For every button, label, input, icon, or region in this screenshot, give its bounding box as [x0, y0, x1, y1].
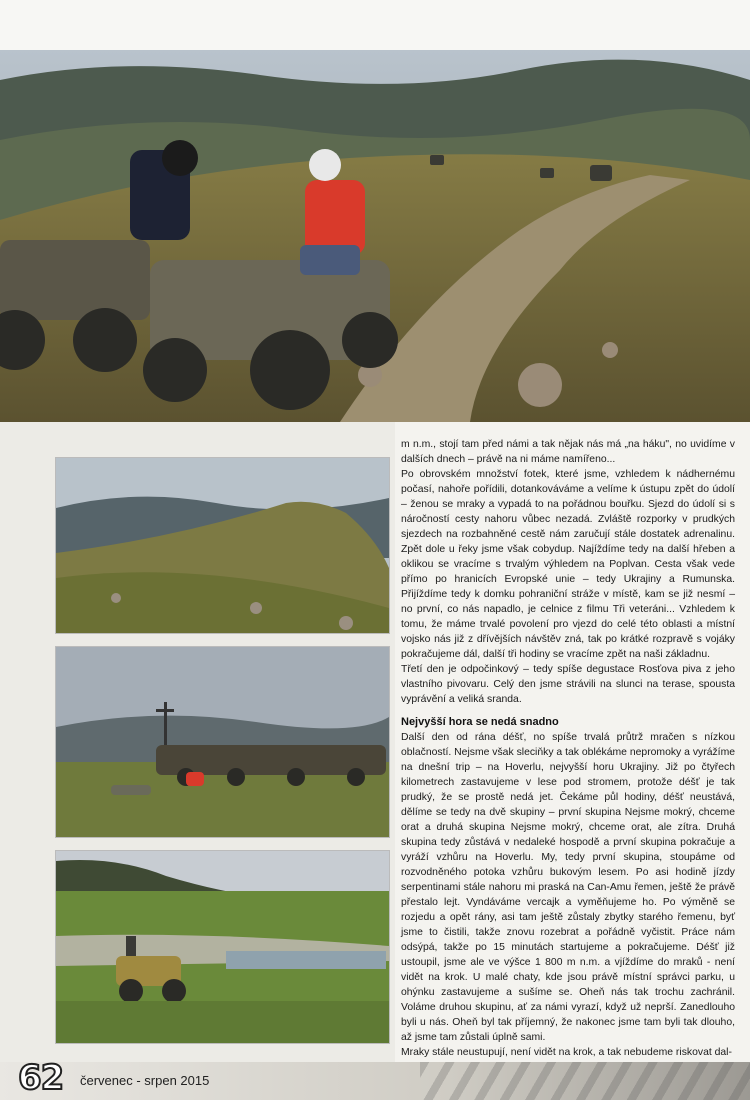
article-paragraph: Další den od rána déšť, no spíše trvalá průtrž mračen s nízkou oblačností. Nejsme však sleciňky a tak oblékáme nepromoky a vyrážíme na dnešní trip – na Hoverlu, nejvyšší horu Ukrajiny. Již po čtyřech kilometrech zastavujeme v lese pod stromem, protože déšť je tak prudký, že se prostě nedá jet. Čekáme půl hodiny, déšť neustává, dělíme se tedy na dvě skupiny – první skupina Nejsme mokrý, chceme orat a druhá skupina Nejsme mokrý, chceme orat, ale zítra. Druhá skupina tedy zůstává v nedaleké hospodě a první skupina pokračuje a vyráží vzhůru na Hoverlu. My, tedy první skupina, stoupáme od rozvodněného potoka vzhůru bukovým lesem. Po asi hodině jízdy serpentinami stále nahoru mi praská na Can-Amu řemen, ještě že právě přestalo lejt. Vyndáváme vercajk a vyměňujeme ho. Po výměně se rozjedu a opět rány, asi tam ještě zůstaly zbytky starého řemenu, byť jsme to čistili, takže znovu rozebrat a pořádně vyčistit. Práce nám odsýpá, takže po 15 minutách startujeme a pokračujeme. Déšť již ustoupil, jsme ale ve výšce 1 800 m n.m. a vjíždíme do mraků - není vidět na krok. U malé chaty, kde jsou právě místní správci parku, u ohýnku zastavujeme a sušíme se. Oheň nás tak trochu zachránil. Voláme druhou skupinu, ať za námi vyrazí, když už neprší. Zanedlouho byli u nás. Oheň byl tak příjemný, že nakonec jsme tam byli tak dlouho, až jsme tam zůstali úplně sami. [401, 732, 735, 1043]
footer-decoration [420, 1062, 750, 1100]
photo-ridge [55, 457, 390, 634]
issue-date: červenec - srpen 2015 [80, 1073, 210, 1088]
article-text [401, 437, 735, 1058]
hero-photo [0, 50, 750, 422]
photo-lake-quad [55, 850, 390, 1044]
article-paragraph: m n.m., stojí tam před námi a tak nějak nás má „na háku", no uvidíme v dalších dnech – právě na ni máme namířeno... [401, 439, 735, 465]
article-paragraph: Třetí den je odpočinkový – tedy spíše degustace Rosťova piva z jeho vlastního pivovaru. Celý den jsme strávili na slunci na terase, spousta vyprávění a veliká sranda. [401, 664, 735, 705]
article-paragraph: Mraky stále neustupují, není vidět na krok, a tak nebudeme riskovat dal- [401, 1047, 732, 1058]
photo-summit-cross [55, 646, 390, 838]
section-heading: Nejvyšší hora se nedá snadno [401, 716, 559, 728]
page-top-margin [0, 0, 750, 50]
page-number: 62 [18, 1058, 64, 1098]
article-paragraph: Po obrovském množství fotek, které jsme, vzhledem k nádhernému počasí, nahoře pořídili, dotankováváme a velíme k ústupu zpět do údolí – ženou se mraky a vypadá to na pořádnou bouřku. Sjezd do údolí si s náročností cesty nahoru vůbec nezadá. Zvláště rozporky v prudkých sjezdech na rozbahněné cestě nám zaručují stále dostatek adrenalinu. Zpět dole u řeky jsme však cobydup. Najíždíme tedy na další hřeben a oklikou se vracíme s trvalým výhledem na Poplvan. Cesta však vede přímo po hranicích Evropské unie – tedy Ukrajiny a Rumunska. Přijíždíme tedy k domku pohraniční stráže v místě, kam se již nesmí – no první, co nás napadlo, je celnice z filmu Tři veteráni... Vzhledem k tomu, že máme trvalé povolení pro vjezd do celé této oblasti a místní vojsko nás již z dřívějších návštěv zná, tak po krátké rozpravě s vojáky pokračujeme dál, další tři hodiny se vracíme zpět na naši základnu. [401, 469, 735, 660]
